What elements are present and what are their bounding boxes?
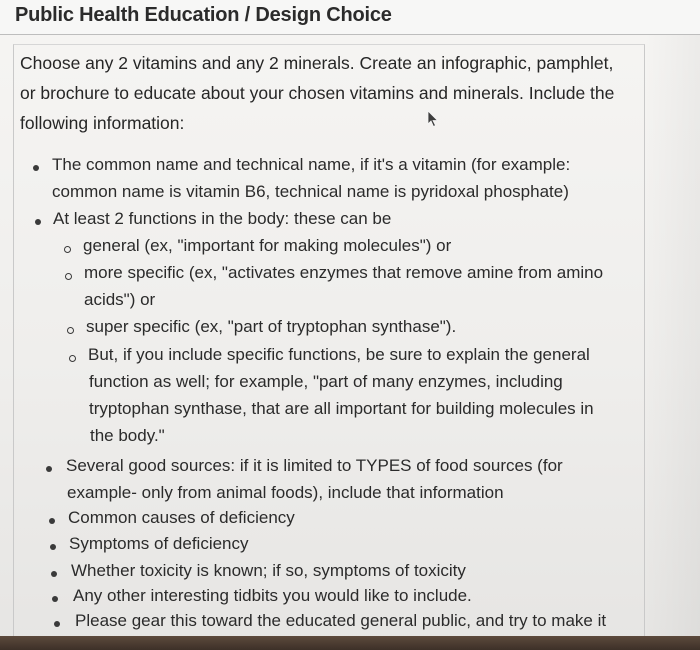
sub-item-explain-cont bbox=[89, 396, 594, 423]
intro-line-2: or brochure to educate about your chosen vitamins and minerals. Include the bbox=[20, 83, 615, 103]
bullet-dot bbox=[52, 585, 58, 611]
list-item-text: Common causes of deficiency bbox=[68, 508, 295, 527]
list-item-names bbox=[52, 152, 570, 179]
sub-item-specific bbox=[84, 260, 603, 287]
list-item-toxicity bbox=[71, 558, 466, 585]
list-item-text: example- only from animal foods), include that information bbox=[67, 483, 504, 502]
list-item-text: The common name and technical name, if it's a vitamin (for example: bbox=[52, 155, 571, 174]
sub-bullet-circle bbox=[65, 262, 72, 288]
sub-bullet-circle bbox=[69, 344, 76, 370]
sub-item-specific-cont bbox=[84, 287, 155, 314]
list-item-text: general (ex, "important for making molecules") or bbox=[83, 236, 452, 255]
list-item-text: Several good sources: if it is limited to TYPES of food sources (for bbox=[66, 456, 563, 475]
page-title: Public Health Education / Design Choice bbox=[15, 4, 392, 26]
sub-item-explain-cont bbox=[90, 423, 165, 450]
bullet-dot bbox=[54, 610, 60, 636]
bullet-dot bbox=[33, 154, 39, 180]
intro-line-3: following information: bbox=[20, 113, 185, 133]
list-item-text: acids") or bbox=[84, 290, 156, 309]
list-item-text: At least 2 functions in the body: these can be bbox=[53, 209, 392, 228]
list-item-deficiency-causes bbox=[68, 505, 295, 532]
sub-item-super-specific bbox=[86, 314, 456, 341]
sub-item-general bbox=[83, 233, 451, 260]
list-item-tidbits bbox=[73, 583, 472, 610]
bullet-dot bbox=[51, 560, 57, 586]
bullet-dot bbox=[50, 533, 56, 559]
list-item-text: Any other interesting tidbits you would like to include. bbox=[73, 586, 472, 605]
bullet-dot bbox=[35, 208, 41, 234]
list-item-sources-cont bbox=[67, 480, 504, 507]
bottom-edge bbox=[0, 636, 700, 650]
list-item-text: Whether toxicity is known; if so, symptoms of toxicity bbox=[71, 561, 466, 580]
list-item-names-cont bbox=[52, 179, 569, 206]
bullet-dot bbox=[46, 455, 52, 481]
sub-item-explain-cont bbox=[89, 369, 563, 396]
sub-bullet-circle bbox=[67, 316, 74, 342]
list-item-text: Please gear this toward the educated general public, and try to make it bbox=[75, 611, 607, 630]
list-item-text: Symptoms of deficiency bbox=[69, 534, 249, 553]
sub-item-explain bbox=[88, 342, 590, 369]
list-item-text: tryptophan synthase, that are all important for building molecules in bbox=[89, 399, 594, 418]
list-item-text: super specific (ex, "part of tryptophan synthase"). bbox=[86, 317, 457, 336]
list-item-text: But, if you include specific functions, be sure to explain the general bbox=[88, 345, 590, 364]
list-item-deficiency-symptoms bbox=[69, 531, 249, 558]
list-item-text: the body." bbox=[90, 426, 165, 445]
list-item-text: more specific (ex, "activates enzymes that remove amine from amino bbox=[84, 263, 604, 282]
list-item-functions bbox=[53, 206, 391, 233]
sub-bullet-circle bbox=[64, 235, 71, 261]
list-item-text: function as well; for example, "part of many enzymes, including bbox=[89, 372, 563, 391]
bullet-dot bbox=[49, 507, 55, 533]
list-item-text: common name is vitamin B6, technical name is pyridoxal phosphate) bbox=[52, 182, 569, 201]
list-item-audience bbox=[75, 608, 606, 635]
intro-line-1: Choose any 2 vitamins and any 2 minerals. Create an infographic, pamphlet, bbox=[20, 53, 614, 73]
list-item-sources bbox=[66, 453, 563, 480]
